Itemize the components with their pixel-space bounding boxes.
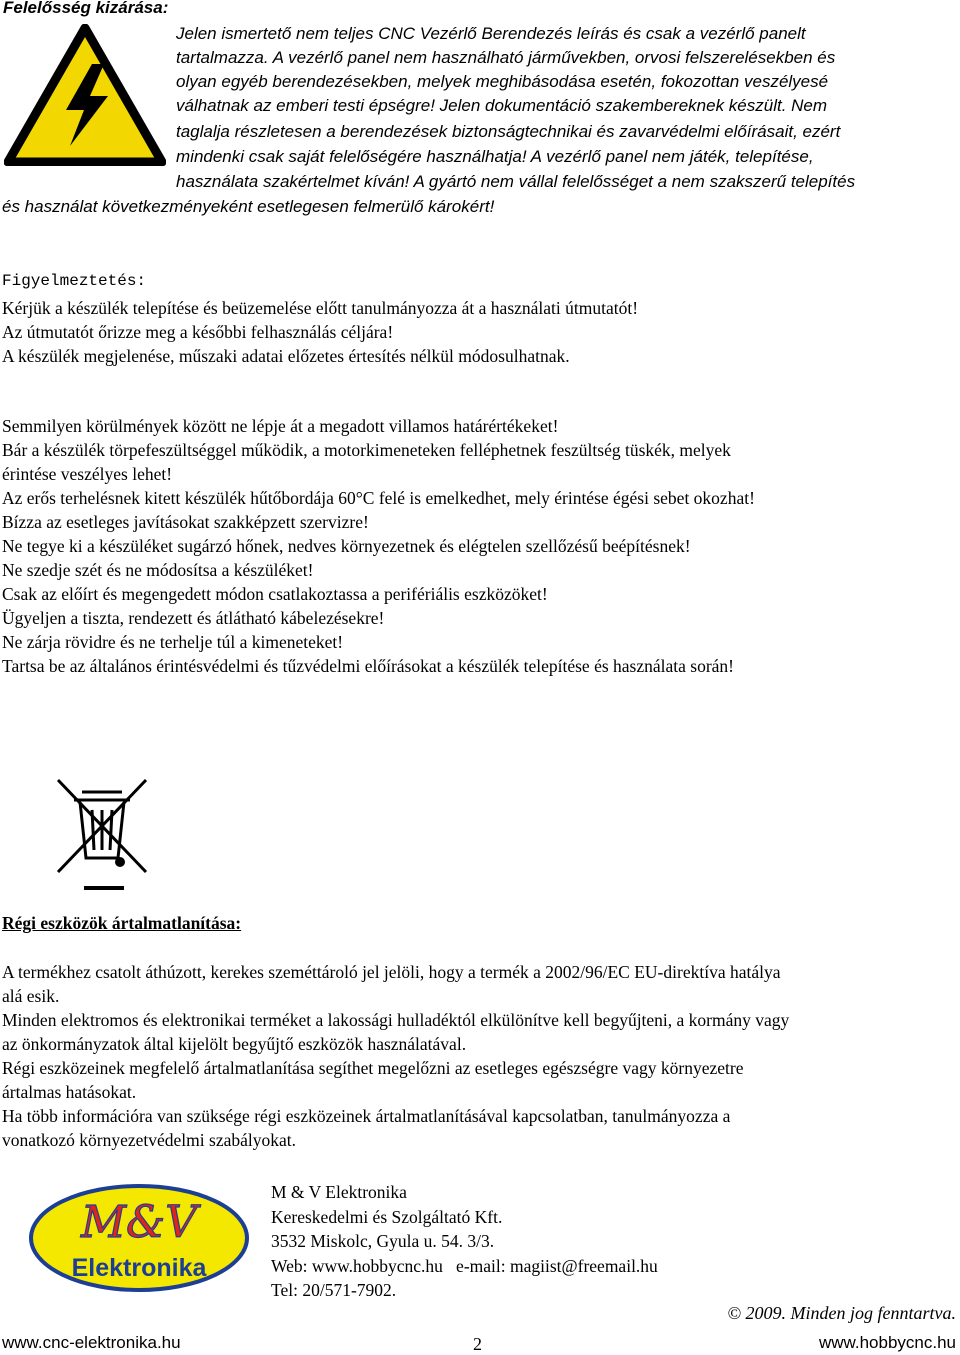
company-line: 3532 Miskolc, Gyula u. 54. 3/3. (271, 1231, 495, 1251)
high-voltage-warning-icon (4, 24, 166, 166)
disclaimer-line: Jelen ismertető nem teljes CNC Vezérlő Berendezés leírás és csak a vezérlő panelt (176, 24, 806, 43)
footer-right-link[interactable]: www.hobbycnc.hu (818, 1333, 956, 1352)
company-logo (28, 1183, 250, 1293)
company-line: Tel: 20/571-7902. (271, 1280, 397, 1300)
safety-line: Tartsa be az általános érintésvédelmi és tűzvédelmi előírásokat a készülék telepítése és használata során! (2, 656, 735, 676)
disposal-title: Régi eszközök ártalmatlanítása: (2, 913, 242, 933)
disposal-line: Régi eszközeinek megfelelő ártalmatlanítása segíthet megelőzni az esetleges egészségre vagy környezetre (2, 1058, 744, 1078)
footer-left-link[interactable]: www.cnc-elektronika.hu (2, 1333, 181, 1352)
disclaimer-line: és használat következményeként esetlegesen felmerülő károkért! (2, 197, 495, 216)
disclaimer-line: taglalja részletesen a berendezések biztonságtechnikai és zavarvédelmi előírásait, ezért (176, 122, 841, 141)
company-line: Kereskedelmi és Szolgáltató Kft. (271, 1206, 503, 1227)
warning-body (2, 296, 957, 368)
safety-line: Bízza az esetleges javításokat szakképzett szervizre! (2, 512, 369, 532)
logo-brand: M&V (81, 1197, 197, 1248)
warning-title: Figyelmeztetés: (2, 272, 147, 290)
copyright-notice: © 2009. Minden jog fenntartva. (727, 1303, 956, 1323)
safety-line: Ne szedje szét és ne módosítsa a készüléket! (2, 560, 314, 580)
disposal-line: az önkormányzatok által kijelölt begyűjtő eszközök használatával. (2, 1034, 467, 1054)
logo-subtitle: Elektronika (71, 1254, 207, 1282)
safety-line: Ne tegye ki a készüléket sugárzó hőnek, nedves környezetnek és elégtelen szellőzésű beépítésnek! (2, 536, 691, 556)
warning-line: Az útmutatót őrizze meg a későbbi felhasználás céljára! (2, 322, 394, 342)
warning-line: Kérjük a készülék telepítése és beüzemelése előtt tanulmányozza át a használati útmutatót! (2, 298, 639, 318)
disposal-line: Ha több információra van szüksége régi eszközeinek ártalmatlanításával kapcsolatban, tanulmányozza a (2, 1106, 731, 1126)
disclaimer-line: tartalmazza. A vezérlő panel nem használható járművekben, orvosi felszerelésekben és (176, 48, 836, 67)
company-line: M & V Elektronika (271, 1182, 407, 1202)
disclaimer-title: Felelősség kizárása: (3, 0, 169, 17)
disclaimer-line: használata szakértelmet kíván! A gyártó nem vállal felelősséget a nem szakszerű telepítés (176, 172, 856, 191)
safety-line: Bár a készülék törpefeszültséggel működik, a motorkimeneteken felléphetnek feszültség tüskék, melyek (2, 440, 731, 460)
safety-line: Csak az előírt és megengedett módon csatlakoztassa a perifériális eszközöket! (2, 584, 548, 604)
disclaimer-line: olyan egyéb berendezésekben, melyek meghibásodása esetén, fokozottan veszélyesé (176, 72, 829, 91)
disposal-line: alá esik. (2, 986, 60, 1006)
safety-line: Az erős terhelésnek kitett készülék hűtőbordája 60°C felé is emelkedhet, mely érintése égési sebet okozhat! (2, 488, 755, 508)
safety-line: Ne zárja rövidre és ne terhelje túl a kimeneteket! (2, 632, 344, 652)
company-line: Web: www.hobbycnc.hu e-mail: magiist@freemail.hu (271, 1255, 658, 1276)
crossed-wheelie-bin-icon (54, 776, 150, 894)
safety-body (2, 414, 957, 678)
disposal-line: A termékhez csatolt áthúzott, kerekes szeméttároló jel jelöli, hogy a termék a 2002/96/EC EU-direktíva hatálya (2, 962, 781, 982)
safety-line: érintése veszélyes lehet! (2, 464, 173, 484)
page-number: 2 (473, 1334, 482, 1354)
disposal-line: Minden elektromos és elektronikai terméket a lakossági hulladéktól elkülönítve kell begyűjteni, a kormány vagy (2, 1010, 790, 1030)
disclaimer-line: válhatnak az emberi testi épségre! Jelen dokumentáció szakembereknek készült. Nem (176, 96, 828, 115)
disposal-line: ártalmas hatásokat. (2, 1082, 137, 1102)
company-info (271, 1180, 658, 1303)
disposal-body (2, 960, 957, 1152)
safety-line: Semmilyen körülmények között ne lépje át a megadott villamos határértékeket! (2, 416, 559, 436)
disclaimer-line: mindenki csak saját felelőségére használhatja! A vezérlő panel nem játék, telepítése, (176, 147, 814, 166)
warning-line: A készülék megjelenése, műszaki adatai előzetes értesítés nélkül módosulhatnak. (2, 346, 570, 366)
disposal-line: vonatkozó környezetvédelmi szabályokat. (2, 1130, 296, 1150)
safety-line: Ügyeljen a tiszta, rendezett és átlátható kábelezésekre! (2, 608, 385, 628)
